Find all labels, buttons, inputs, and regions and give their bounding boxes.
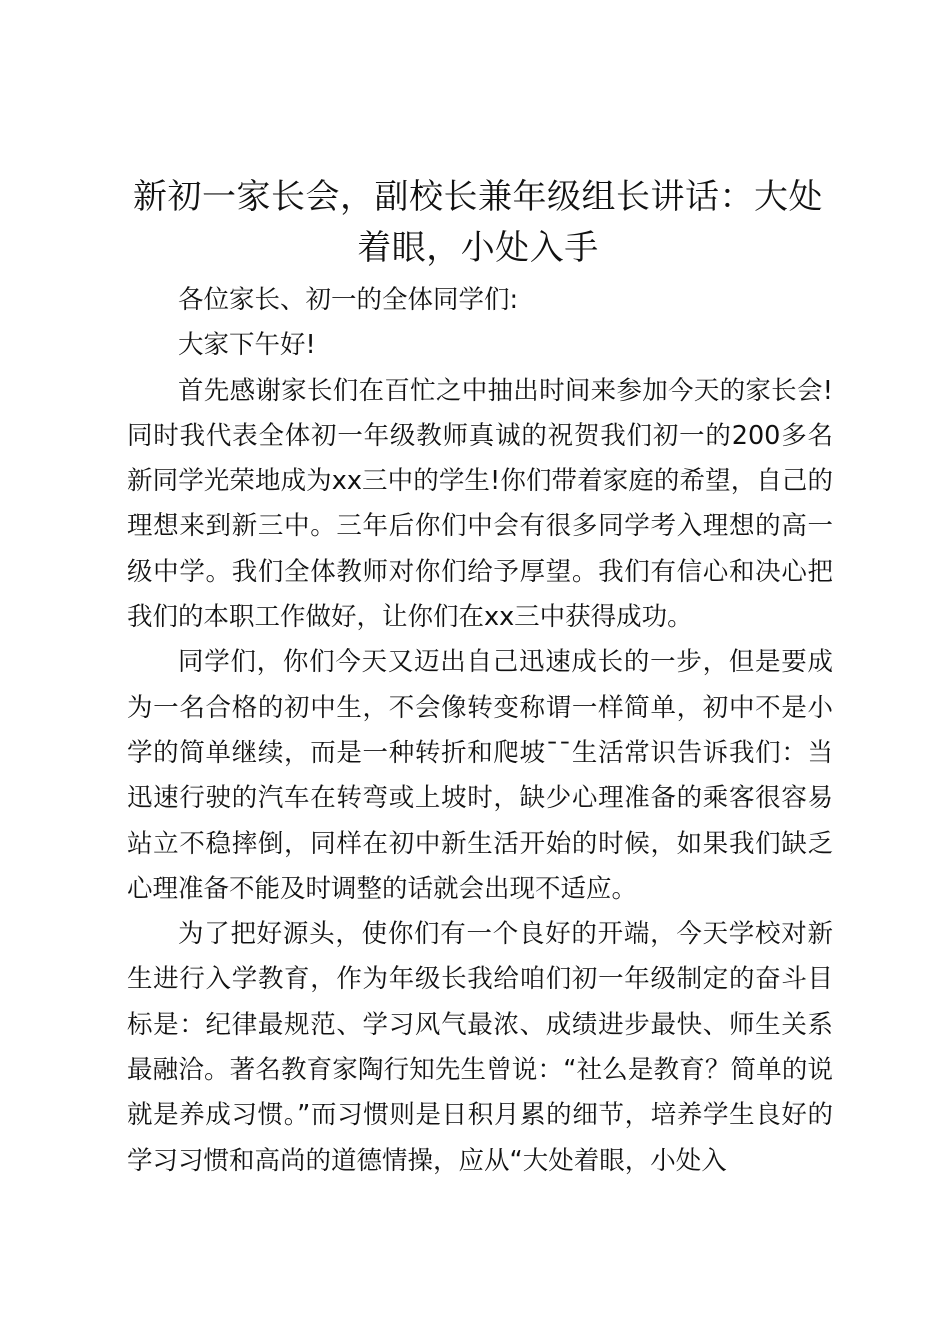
paragraph-greeting: 大家下午好! [178,330,316,361]
paragraph-salutation: 各位家长、初一的全体同学们: [178,285,519,315]
paragraph-goals: 为了把好源头，使你们有一个良好的开端，今天学校对新生进行入学教育，作为年级长我给咱们初一年级制定的奋斗目标是：纪律最规范、学习风气最浓、成绩进步最快、师生关系最融洽。著名教育家陶行知先生曾说：“社么是教育？简单的说就是养成习惯。”而习惯则是日积月累的细节，培养学生良好的学习习惯和高尚的道德情操，应从“大处着眼，小处入 [127,919,833,1176]
document-body [127,278,833,1184]
paragraph-transition: 同学们，你们今天又迈出自己迅速成长的一步，但是要成为一名合格的初中生，不会像转变称谓一样简单，初中不是小学的简单继续，而是一种转折和爬坡¯¯生活常识告诉我们：当迅速行驶的汽车在转弯或上坡时，缺少心理准备的乘客很容易站立不稳摔倒，同样在初中新生活开始的时候，如果我们缺乏心理准备不能及时调整的话就会出现不适应。 [127,647,833,904]
paragraph-welcome: 首先感谢家长们在百忙之中抽出时间来参加今天的家长会!同时我代表全体初一年级教师真诚的祝贺我们初一的200多名新同学光荣地成为xx三中的学生!你们带着家庭的希望，自己的理想来到新三中。三年后你们中会有很多同学考入理想的高一级中学。我们全体教师对你们给予厚望。我们有信心和决心把我们的本职工作做好，让你们在xx三中获得成功。 [127,375,833,633]
document-title: 新初一家长会，副校长兼年级组长讲话：大处着眼，小处入手 [133,177,823,268]
